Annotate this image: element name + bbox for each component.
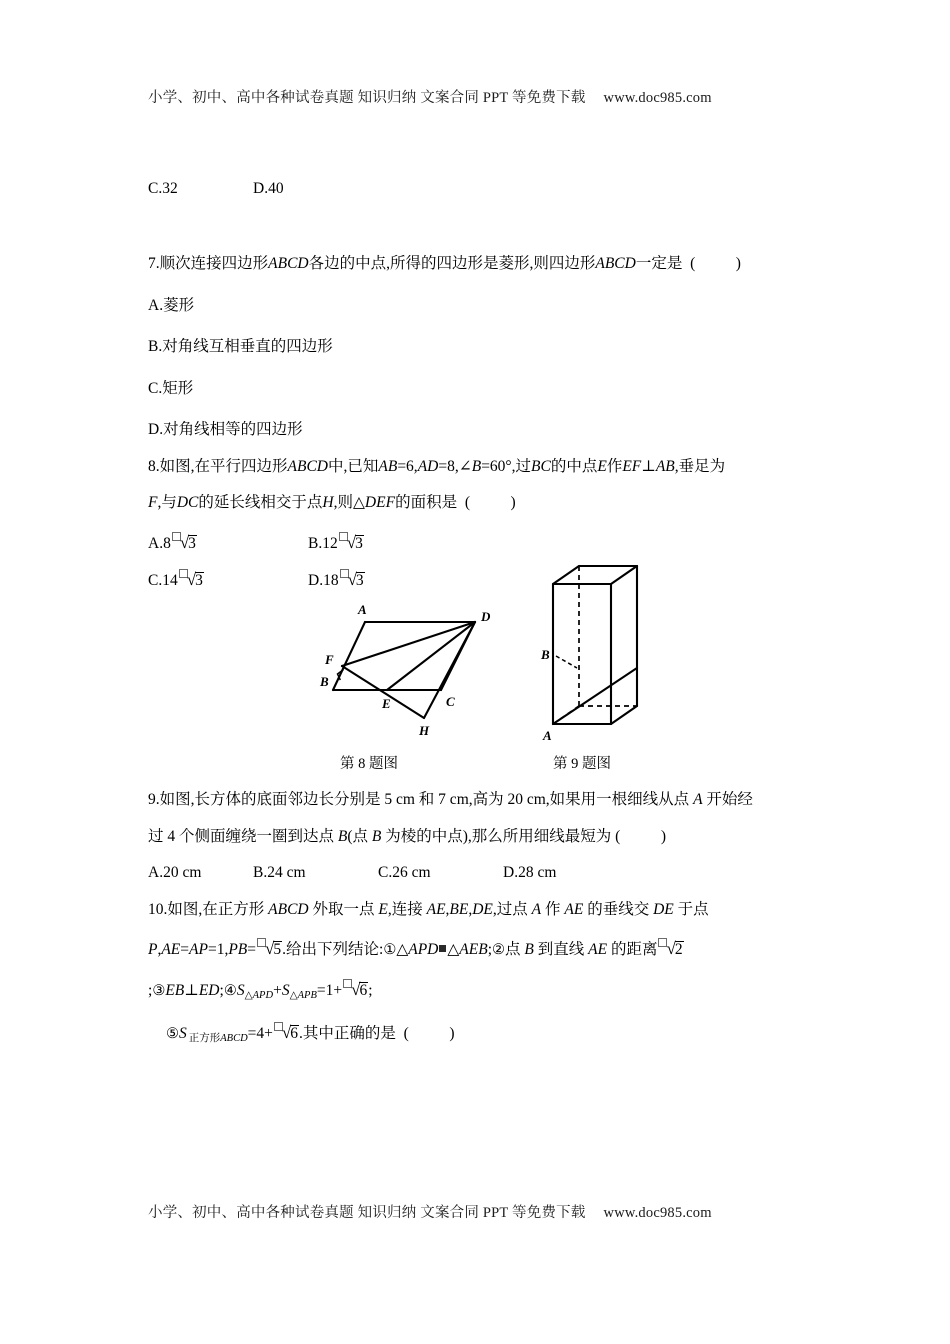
q8-l1-a: 8.如图,在平行四边形 [148,457,288,475]
q8-l1-f: 的中点 [550,457,598,475]
sqrt-icon: √6 [281,1023,298,1042]
edge-top-left-diag [553,566,579,584]
q8-options-row-1 [148,532,810,552]
q7-option-c-label: C.矩形 [148,379,194,397]
q10-l3-e: =1+ [316,981,343,999]
footer-text: 小学、初中、高中各种试卷真题 知识归纳 文案合同 PPT 等免费下载 [148,1205,586,1221]
sqrt-icon: √6 [351,979,368,999]
q8-l2-b: 的延长线相交于点 [198,494,323,511]
q10-l1-de: DE [472,900,493,918]
q8-option-a-label: A.8 [148,534,171,552]
q10-l1-g: 作 [541,900,565,918]
q10-l4-b: .其中正确的是 [299,1025,396,1042]
q9-answer-paren-close: ) [660,827,667,845]
q10-l1-abcd: ABCD [268,900,309,918]
q10-l3-f: ; [368,981,373,999]
footer-url: www.doc985.com [603,1205,712,1221]
figure-9-caption: 第 9 题图 [553,756,611,772]
q10-answer-paren-close: ) [449,1025,455,1042]
q10-l1-be: BE [449,900,469,918]
q10-l1-d: , [445,900,450,918]
figures-area [148,556,810,786]
q8-answer-paren-close: ) [510,494,517,511]
q10-answer-paren-open: ( [403,1025,410,1042]
q10-l2-line-ae: AE [588,941,608,958]
q9-stem-line2 [148,829,810,845]
figure8-label-A: A [358,602,367,617]
q10-l2-point-b: B [524,941,534,958]
q10-l3-radicand-6: 6 [359,981,368,999]
q8-l1-ad: AD [417,457,439,475]
q10-l2-p: P [148,941,158,958]
q8-option-d-label: D.18 [308,572,339,589]
sqrt-icon: √3 [346,532,363,552]
q10-l2-pb: PB [228,941,248,958]
q8-l1-g: 作 [606,457,623,475]
q9-option-b: B.24 cm [253,864,306,881]
sqrt-icon: √3 [186,570,203,589]
q8-l1-d: =8,∠ [438,457,472,475]
q10-l1-point-a: A [531,900,542,918]
q8-l2-d: 的面积是 [395,494,458,511]
q6-option-d: D.40 [253,180,284,197]
sqrt-icon: √2 [666,939,683,958]
q8-l2-c: ,则△ [333,494,365,511]
q10-l2-e: .给出下列结论: [282,941,384,958]
q9-l2-a: 过 4 个侧面缠绕一圈到达点 [148,827,338,845]
page-header [148,90,808,107]
q10-l2-a: , [157,941,162,958]
q10-l3-ed: ED [198,981,220,999]
radical-expression [256,938,282,958]
q8-l2-a: ,与 [157,494,177,511]
figure8-label-B: B [320,674,329,689]
sqrt-icon: √3 [347,570,364,589]
q7-stem-part1: 7.顺次连接四边形 [148,255,269,272]
q10-conclusion-2-marker: ② [492,942,506,958]
q8-l1-e: =60°,过 [481,457,532,475]
q10-l3-plus: + [273,981,282,999]
q7-option-b [148,339,810,355]
q8-l1-e-pt: E [597,457,607,475]
radical-expression [338,532,364,552]
q10-l3-c: ; [219,981,224,999]
q10-l2-i: 点 [505,941,525,958]
q7-stem-abcd-2: ABCD [595,255,636,272]
q9-l2-b: (点 [347,827,372,845]
q10-l2-ae: AE [161,941,181,958]
q8-option-c-radicand: 3 [195,572,203,589]
q9-option-d: D.28 cm [503,864,557,881]
q10-l1-b: 外取一点 [308,900,379,918]
q10-l2-tri2: △ [447,941,460,958]
q10-conclusion-4-marker: ④ [223,982,237,999]
q8-l1-angleb: B [471,457,482,475]
document-body-lower [148,792,810,1045]
congruence-symbol-box [439,945,446,952]
segment-ED [387,622,475,690]
q10-l3-a: ; [148,981,153,999]
q8-stem-line1 [148,459,810,475]
q6-option-c: C.32 [148,180,178,197]
document-body [148,180,810,589]
q7-stem-part3: 一定是 [635,255,683,272]
q6-options-row [148,180,810,198]
q10-l1-e: E [378,900,388,918]
figure-8-caption: 第 8 题图 [340,756,398,772]
q8-l1-i: ,垂足为 [674,457,726,475]
q10-l3-sub-apd: △APD [244,989,274,1001]
edge-bottom-right-diag [611,706,637,724]
q10-l3-s1: S [236,981,245,999]
q10-conclusion-5-marker: ⑤ [166,1026,179,1042]
q8-l2-dc: DC [176,494,199,511]
q10-l2-c: =1, [207,941,229,958]
edge-top-right-diag [611,566,637,584]
q9-l1-point-a: A [693,791,703,808]
q10-l1-c: ,连接 [387,900,427,918]
q7-option-d-label: D.对角线相等的四边形 [148,421,303,438]
q8-l2-h: H [322,494,334,511]
q8-l1-c: =6, [397,457,418,475]
q10-l2-j: 到直线 [533,941,589,958]
q10-l2-apd: APD [408,941,439,958]
q10-l4-a: =4+ [247,1025,273,1042]
q9-l2-point-b1: B [337,827,348,845]
q10-l1-h: 的垂线交 [583,900,654,918]
q7-option-d [148,422,810,438]
figure-9-cuboid [523,556,658,746]
q7-stem-part2: 各边的中点,所得的四边形是菱形,则四边形 [308,255,596,272]
q7-option-c [148,381,810,397]
radical-expression [273,1022,299,1042]
header-text: 小学、初中、高中各种试卷真题 知识归纳 文案合同 PPT 等免费下载 [148,90,586,106]
figure-8-parallelogram [303,590,513,740]
q9-l2-c: 为棱的中点),那么所用细线最短为 [381,827,616,845]
q8-option-b-label: B.12 [308,534,338,552]
q8-l1-abcd: ABCD [287,457,328,475]
q10-l2-eq2: = [247,941,257,958]
sqrt-icon: √3 [179,532,196,552]
q10-l3-perp: ⊥ [184,981,199,999]
q8-option-a [148,532,308,552]
q9-option-c: C.26 cm [378,864,431,881]
page-footer [148,1205,808,1222]
q8-l1-perp: ⊥ [641,457,656,475]
q10-l4-sub-square-cn: 正方形 [188,1033,221,1044]
q9-option-a: A.20 cm [148,864,202,881]
q10-l4-sub-abcd: ABCD [220,1033,248,1044]
q10-l2-radicand-5: 5 [273,941,282,958]
q8-l1-ab2: AB [655,457,675,475]
q8-option-a-radicand: 3 [188,534,196,552]
q10-l2-h: ; [487,941,493,958]
figure8-label-D: D [481,609,491,624]
q9-l1-b: 开始经 [702,791,753,808]
q10-l1-i: 于点 [673,900,709,918]
q10-l2-aeb: AEB [459,941,488,958]
q10-stem-line2 [148,938,810,958]
q8-option-b-radicand: 3 [355,534,363,552]
q8-answer-paren-open: ( [464,494,471,511]
q10-stem-line3 [148,979,810,1002]
q10-l1-ae2: AE [564,900,584,918]
q10-l2-k: 的距离 [607,941,658,958]
leader-line-B [556,656,577,668]
q10-l1-f: ,过点 [492,900,532,918]
q8-option-d-radicand: 3 [355,572,364,589]
q10-conclusion-1-marker: ① [383,942,397,958]
q8-l1-ab: AB [378,457,398,475]
radical-expression [171,532,197,552]
q10-l1-ae: AE [426,900,446,918]
spacer [148,198,810,256]
figure9-label-B: B [541,647,550,662]
q9-stem-line1 [148,792,810,808]
q8-option-b [308,532,364,552]
q10-stem-line4 [166,1022,810,1045]
radical-expression [657,938,683,958]
q8-stem-line2 [148,495,810,511]
q10-l2-radicand-2: 2 [674,941,683,958]
q9-l1-a: 9.如图,长方体的底面邻边长分别是 5 cm 和 7 cm,高为 20 cm,如果用一根细线从点 [148,791,694,808]
q8-l1-b: 中,已知 [327,457,379,475]
header-url: www.doc985.com [603,90,712,106]
figure8-label-H: H [419,723,430,738]
q7-option-b-label: B.对角线互相垂直的四边形 [148,338,333,355]
q9-options-row [148,865,810,881]
q10-l1-e-sep: , [468,900,473,918]
q8-option-c-label: C.14 [148,572,178,589]
q10-l3-sub-apb: △APB [289,989,317,1001]
q8-l1-bc: BC [531,457,551,475]
q10-l2-ap: AP [189,941,208,958]
q7-stem-abcd-1: ABCD [268,255,309,272]
q8-l2-f: F [148,494,158,511]
q10-l4-s: S [179,1025,187,1042]
q7-stem [148,256,810,272]
figure8-label-C: C [446,694,455,709]
q7-answer-paren-close: ) [735,255,742,272]
q8-l2-def: DEF [364,494,396,511]
figure8-label-E: E [382,696,391,711]
figure9-label-A: A [543,728,552,743]
q7-answer-paren-open: ( [690,255,696,272]
q9-answer-paren-open: ( [615,827,621,845]
q10-l3-eb: EB [165,981,185,999]
q10-l3-s2: S [281,981,290,999]
q10-l1-a: 10.如图,在正方形 [148,900,269,918]
q7-option-a-label: A.菱形 [148,296,195,314]
q10-l4-radicand-6: 6 [290,1025,298,1042]
q7-option-a [148,298,810,314]
figure8-label-F: F [325,652,334,667]
q10-l2-eq1: = [180,941,190,958]
radical-expression [342,979,368,999]
q9-l2-point-b2: B [371,827,382,845]
sqrt-icon: √5 [265,939,282,958]
q10-conclusion-3-marker: ③ [152,982,166,999]
q10-stem-line1 [148,902,810,918]
segment-AB [333,622,365,690]
q10-l2-tri1: △ [396,941,409,958]
q8-l1-ef: EF [622,457,642,475]
q10-l1-de2: DE [653,900,674,918]
